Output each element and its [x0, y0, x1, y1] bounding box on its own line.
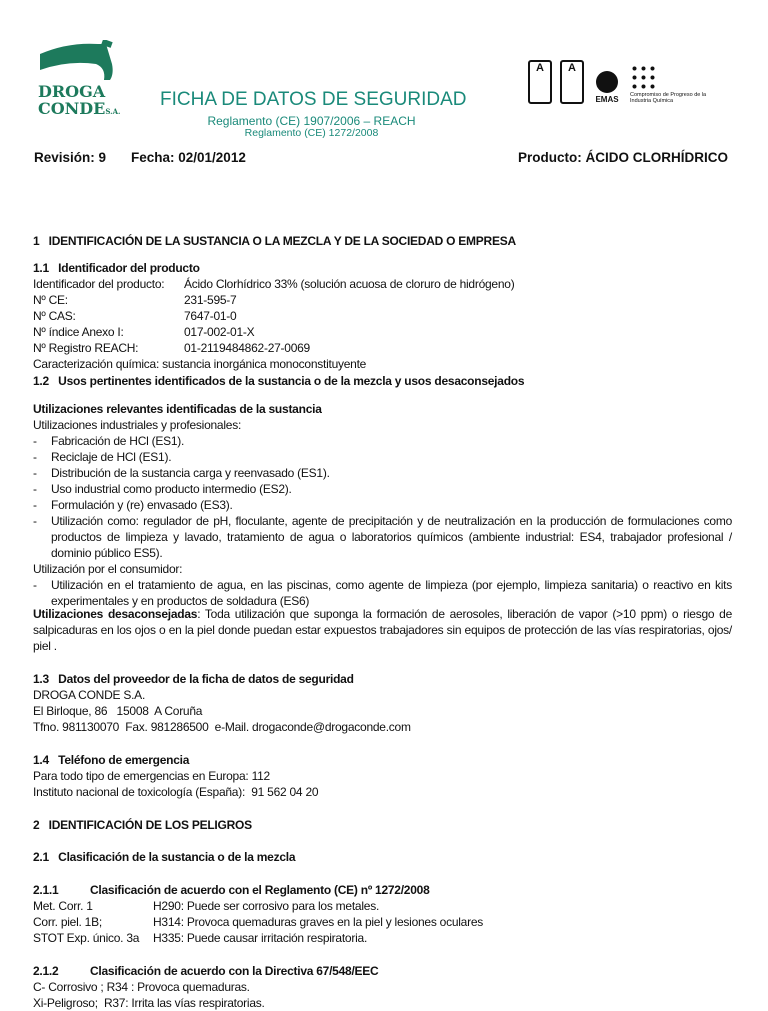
list-item: - Distribución de la sustancia carga y reenvasado (ES1). [33, 466, 330, 480]
section-1-4-title: 1.4 Teléfono de emergencia [33, 753, 190, 767]
chemical-characterization: Caracterización química: sustancia inorgánica monoconstituyente [33, 357, 367, 371]
product-name: Producto: ÁCIDO CLORHÍDRICO [518, 150, 728, 165]
discouraged-uses [33, 606, 732, 654]
section-1-2-uses [33, 401, 732, 609]
list-item-text: Distribución de la sustancia carga y reenvasado (ES1). [51, 466, 330, 480]
field-label: Identificador del producto: [33, 277, 165, 291]
hazard-statement: H314: Provoca quemaduras graves en la piel y lesiones oculares [153, 915, 484, 929]
company-suffix: S.A. [105, 107, 121, 116]
subtitle-reach: Reglamento (CE) 1907/2006 – REACH [207, 114, 416, 128]
emergency-toxicology: Instituto nacional de toxicología (España): 91 562 04 20 [33, 785, 319, 799]
field-row [33, 292, 732, 308]
section-2-1-1 [33, 882, 732, 946]
field-value: 017-002-01-X [184, 325, 255, 339]
section-1-1-title: 1.1 Identificador del producto [33, 261, 200, 275]
list-item: - Uso industrial como producto intermedio (ES2). [33, 482, 292, 496]
list-item: - Utilización como: regulador de pH, floculante, agente de precipitación y de neutralización en la producción de formulaciones como productos de limpieza y lavado, tratamiento de agua o laboratorios químicos (ambiente industrial: ES4, trabajador profesional / dominio público ES5). [33, 514, 732, 560]
classification-row [33, 914, 732, 930]
classification-line: Xi-Peligroso; R37: Irrita las vías respiratorias. [33, 996, 265, 1010]
aenor-cert-icon: A [528, 60, 552, 104]
aenor-env-cert-icon: A [560, 60, 584, 104]
list-item-text: Reciclaje de HCl (ES1). [51, 450, 172, 464]
discouraged-uses-label: Utilizaciones desaconsejadas [33, 607, 198, 621]
discouraged-uses-text: : Toda utilización que suponga la formación de aerosoles, liberación de vapor (>10 ppm) o riesgo de salpicaduras en los ojos o en la piel donde puedan estar expuestos trabajadores sin equipos de protección de las vías respiratorias, ojos/ piel . [33, 607, 732, 653]
supplier-contact: Tfno. 981130070 Fax. 981286500 e-Mail. drogaconde@drogaconde.com [33, 720, 411, 734]
classification-row [33, 930, 732, 946]
field-row [33, 324, 732, 340]
section-2-1-title: 2.1 Clasificación de la sustancia o de la mezcla [33, 850, 296, 864]
responsible-care-label: Compromiso de Progreso de la Industria Química [630, 92, 707, 104]
list-item: - Formulación y (re) envasado (ES3). [33, 498, 233, 512]
document-title: FICHA DE DATOS DE SEGURIDAD [160, 89, 467, 110]
hazard-statement: H335: Puede causar irritación respiratoria. [153, 931, 368, 945]
section-number: 2.1.2 [33, 964, 59, 978]
hazard-class: Corr. piel. 1B; [33, 915, 102, 929]
classification-row [33, 898, 732, 914]
field-label: Nº CAS: [33, 309, 76, 323]
section-2-title: 2 IDENTIFICACIÓN DE LOS PELIGROS [33, 818, 252, 832]
field-row [33, 340, 732, 356]
revision: Revisión: 9 [34, 150, 107, 165]
list-item-text: Utilización como: regulador de pH, floculante, agente de precipitación y de neutralización en la producción de formulaciones como productos de limpieza y lavado, tratamiento de agua o laboratorios químicos (ambiente industrial: ES4, trabajador profesional / dominio público ES5). [51, 514, 732, 560]
company-name-line1: DROGA [38, 82, 106, 101]
list-item: - Fabricación de HCl (ES1). [33, 434, 185, 448]
consumer-uses-label: Utilización por el consumidor: [33, 562, 183, 576]
emas-label: EMAS [595, 95, 619, 104]
list-item: - Reciclaje de HCl (ES1). [33, 450, 172, 464]
section-number: 2.1.1 [33, 883, 59, 897]
section-2-1-2 [33, 963, 732, 1011]
list-item-text: Formulación y (re) envasado (ES3). [51, 498, 233, 512]
relevant-uses-title: Utilizaciones relevantes identificadas de la sustancia [33, 402, 322, 416]
field-value: 231-595-7 [184, 293, 237, 307]
list-item-text: Fabricación de HCl (ES1). [51, 434, 185, 448]
hazard-statement: H290: Puede ser corrosivo para los metales. [153, 899, 380, 913]
section-1-1 [33, 260, 732, 372]
field-label: Nº CE: [33, 293, 68, 307]
field-value: Ácido Clorhídrico 33% (solución acuosa de cloruro de hidrógeno) [184, 277, 515, 291]
industrial-uses-label: Utilizaciones industriales y profesionales: [33, 418, 242, 432]
field-value: 7647-01-0 [184, 309, 237, 323]
section-1-title: 1 IDENTIFICACIÓN DE LA SUSTANCIA O LA MEZCLA Y DE LA SOCIEDAD O EMPRESA [33, 234, 516, 248]
list-item-text: Uso industrial como producto intermedio (ES2). [51, 482, 292, 496]
section-2-1-2-title: Clasificación de acuerdo con la Directiva 67/548/EEC [90, 964, 379, 978]
classification-line: C- Corrosivo ; R34 : Provoca quemaduras. [33, 980, 250, 994]
list-item-text: Utilización en el tratamiento de agua, en las piscinas, como agente de limpieza (por ejemplo, limpieza sanitaria) o reactivo en kits experimentales y en productos de soldadura (ES6) [51, 578, 732, 608]
emergency-europe: Para todo tipo de emergencias en Europa: 112 [33, 769, 270, 783]
company-name-line2: CONDE [38, 99, 106, 118]
date: Fecha: 02/01/2012 [131, 150, 246, 165]
field-value: 01-2119484862-27-0069 [184, 341, 310, 355]
section-1-4 [33, 752, 732, 800]
hazard-class: Met. Corr. 1 [33, 899, 93, 913]
subtitle-clp: Reglamento (CE) 1272/2008 [244, 127, 379, 139]
emas-logo [592, 71, 622, 104]
flask-logo-icon [38, 40, 128, 80]
responsible-care-logo [630, 64, 718, 104]
section-2-1-1-title: Clasificación de acuerdo con el Reglamento (CE) nº 1272/2008 [90, 883, 430, 897]
list-item: - Utilización en el tratamiento de agua, en las piscinas, como agente de limpieza (por ejemplo, limpieza sanitaria) o reactivo en kits experimentales y en productos de soldadura (ES6) [33, 578, 732, 608]
certification-logos [528, 60, 718, 104]
section-1-3 [33, 671, 732, 735]
supplier-address: El Birloque, 86 15008 A Coruña [33, 704, 203, 718]
supplier-name: DROGA CONDE S.A. [33, 688, 146, 702]
company-logo [38, 40, 128, 120]
field-row [33, 308, 732, 324]
field-label: Nº Registro REACH: [33, 341, 139, 355]
hazard-class: STOT Exp. único. 3a [33, 931, 140, 945]
section-1-3-title: 1.3 Datos del proveedor de la ficha de datos de seguridad [33, 672, 354, 686]
field-row [33, 276, 732, 292]
section-1-2-title: 1.2 Usos pertinentes identificados de la sustancia o de la mezcla y usos desaconsejados [33, 374, 525, 388]
field-label: Nº índice Anexo I: [33, 325, 124, 339]
